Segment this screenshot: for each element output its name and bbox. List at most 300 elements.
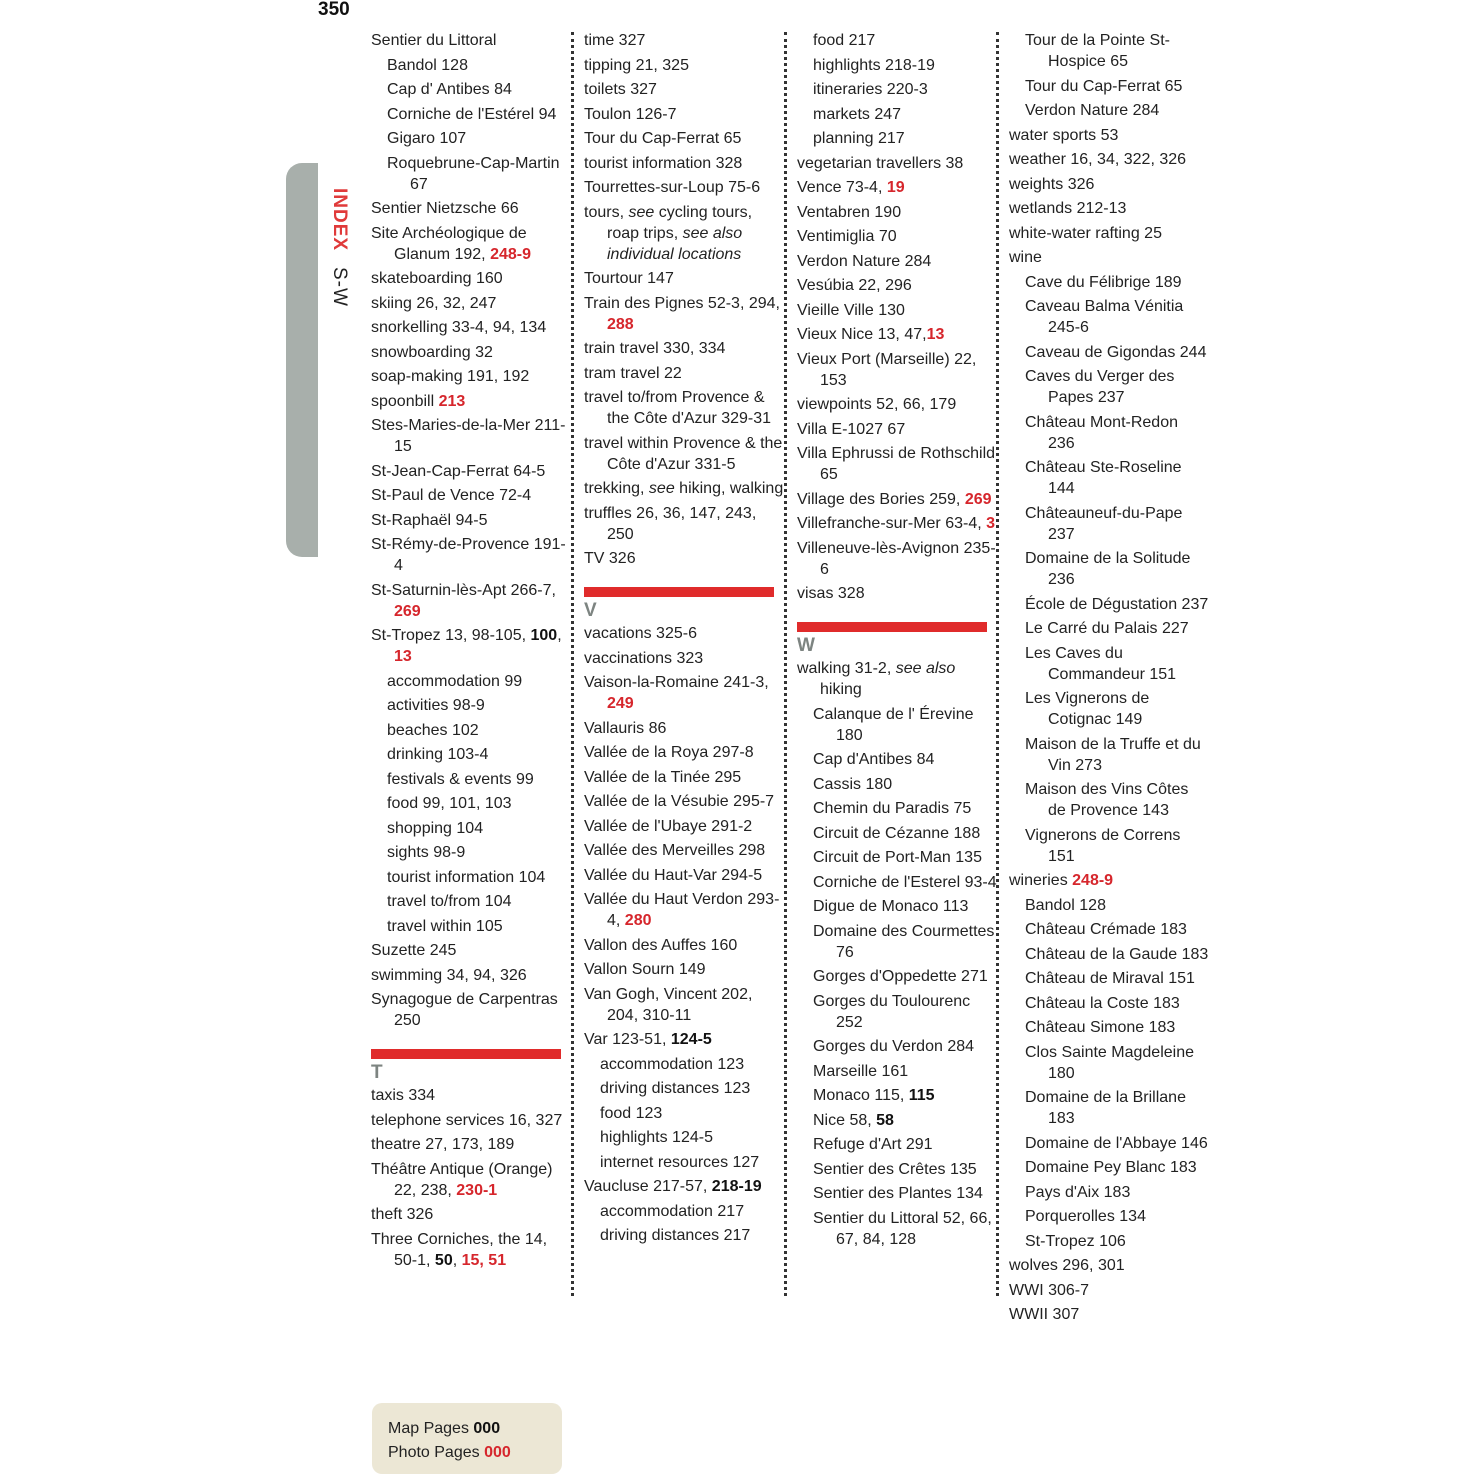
index-entry xyxy=(797,349,997,391)
index-entry xyxy=(797,275,997,296)
index-entry xyxy=(371,940,571,961)
index-entry xyxy=(371,1134,571,1155)
entry-text: Pays d'Aix 183 xyxy=(1025,1183,1131,1201)
entry-text: accommodation 123 xyxy=(600,1055,745,1073)
entry-text: Le Carré du Palais 227 xyxy=(1025,620,1189,637)
index-subentry xyxy=(371,818,571,839)
index-subentry xyxy=(371,104,571,125)
entry-text: taxis 334 xyxy=(371,1087,436,1104)
index-subentry xyxy=(1009,548,1209,590)
index-entry xyxy=(584,387,784,429)
entry-text: Domaine des Courmettes 76 xyxy=(813,922,995,961)
index-entry xyxy=(584,648,784,669)
index-subentry xyxy=(797,128,997,149)
index-subentry xyxy=(797,1085,997,1106)
column-divider xyxy=(996,32,999,1296)
entry-text: highlights 218-19 xyxy=(813,56,935,74)
entry-text: Vallon des Auffes 160 xyxy=(584,936,738,954)
index-entry xyxy=(371,415,571,457)
map-page-ref: 115 xyxy=(908,1087,935,1104)
entry-text: Sentier Nietzsche 66 xyxy=(371,200,519,217)
index-entry xyxy=(584,718,784,739)
index-subentry xyxy=(797,79,997,100)
entry-text: walking 31-2, xyxy=(797,660,896,677)
entry-text: Gorges du Toulourenc 252 xyxy=(813,992,971,1031)
entry-text: Train des Pignes 52-3, 294, xyxy=(584,294,780,312)
entry-text: Marseille 161 xyxy=(813,1062,909,1080)
index-subentry xyxy=(797,1036,997,1057)
entry-text: Vieille Ville 130 xyxy=(797,301,905,319)
index-subentry xyxy=(797,104,997,125)
entry-text: hiking, walking xyxy=(674,480,784,497)
index-entry xyxy=(371,198,571,219)
index-entry xyxy=(584,889,784,931)
index-subentry xyxy=(371,891,571,912)
entry-text: white-water rafting 25 xyxy=(1009,224,1162,242)
entry-text: wine xyxy=(1009,249,1042,266)
index-subentry xyxy=(797,966,997,987)
index-entry xyxy=(1009,149,1209,170)
entry-text: Village des Bories 259, xyxy=(797,490,965,508)
entry-text: Vallée de la Tinée 295 xyxy=(584,768,742,786)
index-entry xyxy=(797,202,997,223)
index-entry xyxy=(797,658,997,700)
index-subentry xyxy=(371,867,571,888)
photo-page-ref: 13 xyxy=(394,648,412,665)
index-subentry xyxy=(1009,100,1209,121)
entry-text: water sports 53 xyxy=(1009,126,1119,144)
entry-text: Tourtour 147 xyxy=(584,270,674,287)
entry-text: Château la Coste 183 xyxy=(1025,994,1180,1012)
index-subentry xyxy=(1009,1182,1209,1203)
entry-text: Villefranche-sur-Mer 63-4, xyxy=(797,515,987,532)
entry-text: Refuge d'Art 291 xyxy=(813,1136,933,1153)
index-entry xyxy=(584,548,784,569)
entry-text: Nice 58, xyxy=(813,1111,877,1129)
index-subentry xyxy=(1009,412,1209,454)
entry-text: tours, xyxy=(584,203,629,221)
index-entry xyxy=(797,177,997,198)
entry-text: Ventimiglia 70 xyxy=(797,228,897,245)
map-page-ref: 58 xyxy=(876,1111,894,1129)
index-subentry xyxy=(371,769,571,790)
index-entry xyxy=(797,443,997,485)
index-subentry xyxy=(371,744,571,765)
entry-text: St-Saturnin-lès-Apt 266-7, xyxy=(371,581,556,599)
entry-text: Vesúbia 22, 296 xyxy=(797,277,912,294)
entry-text: tourist information 328 xyxy=(584,154,743,172)
entry-cross-reference: see xyxy=(628,203,655,221)
entry-text: WWI 306-7 xyxy=(1009,1281,1090,1299)
index-entry xyxy=(797,300,997,321)
index-subentry xyxy=(1009,457,1209,499)
index-entry xyxy=(1009,125,1209,146)
index-entry xyxy=(584,79,784,100)
index-column-3 xyxy=(797,30,997,1253)
entry-text: visas 328 xyxy=(797,585,865,602)
index-entry xyxy=(797,153,997,174)
index-subentry xyxy=(584,1078,784,1099)
entry-text: Synagogue de Carpentras 250 xyxy=(371,991,558,1029)
index-entry xyxy=(797,226,997,247)
legend-map-value: 000 xyxy=(473,1420,501,1437)
map-page-ref: 50 xyxy=(434,1251,453,1269)
index-subentry xyxy=(797,1110,997,1131)
entry-text: Tour du Cap-Ferrat 65 xyxy=(584,130,742,147)
index-entry xyxy=(584,742,784,763)
index-entry xyxy=(584,1029,784,1050)
entry-text: Gorges d'Oppedette 271 xyxy=(813,968,988,985)
index-subentry xyxy=(797,847,997,868)
section-divider-bar xyxy=(371,1049,561,1059)
entry-text: Bandol 128 xyxy=(1025,896,1106,914)
entry-text: vacations 325-6 xyxy=(584,625,697,642)
index-subentry xyxy=(371,720,571,741)
entry-text: Domaine de la Brillane 183 xyxy=(1025,1089,1186,1127)
entry-text: weather 16, 34, 322, 326 xyxy=(1009,151,1187,168)
photo-page-ref: 269 xyxy=(964,490,992,508)
photo-page-ref: 213 xyxy=(438,392,466,410)
index-entry xyxy=(584,1176,784,1197)
index-entry xyxy=(371,510,571,531)
entry-text: festivals & events 99 xyxy=(387,770,534,788)
entry-text: tourist information 104 xyxy=(387,868,546,886)
index-subentry xyxy=(797,991,997,1033)
entry-text: Gorges du Verdon 284 xyxy=(813,1038,975,1055)
index-subentry xyxy=(797,1208,997,1250)
index-entry xyxy=(797,489,997,510)
entry-text: driving distances 217 xyxy=(600,1227,751,1244)
entry-text: trekking, xyxy=(584,480,649,497)
index-subentry xyxy=(797,896,997,917)
entry-text: Cassis 180 xyxy=(813,775,893,793)
legend-map-label: Map Pages xyxy=(388,1420,474,1437)
index-entry xyxy=(371,534,571,576)
index-subentry xyxy=(797,704,997,746)
index-entry xyxy=(584,293,784,335)
entry-text: Tour de la Pointe St-Hospice 65 xyxy=(1025,32,1170,70)
index-entry xyxy=(371,1110,571,1131)
entry-text: Site Archéologique de Glanum 192, xyxy=(371,224,527,263)
entry-text: Maison des Vins Côtes de Provence 143 xyxy=(1025,781,1189,819)
index-entry xyxy=(371,366,571,387)
index-subentry xyxy=(1009,968,1209,989)
entry-text: Vaucluse 217-57, xyxy=(584,1178,712,1195)
index-entry xyxy=(371,1204,571,1225)
entry-text: Château Ste-Roseline 144 xyxy=(1025,459,1182,497)
entry-cross-reference: see xyxy=(648,480,675,497)
entry-text: Villeneuve-lès-Avignon 235-6 xyxy=(797,539,996,578)
entry-text: Vieux Port (Marseille) 22, 153 xyxy=(797,350,977,389)
index-subentry xyxy=(1009,296,1209,338)
entry-text: swimming 34, 94, 326 xyxy=(371,966,527,984)
entry-text: Caveau Balma Vénitia 245-6 xyxy=(1025,298,1184,336)
entry-text: vaccinations 323 xyxy=(584,649,704,667)
photo-page-ref: 3 xyxy=(986,515,996,532)
column-divider xyxy=(571,32,574,1296)
entry-text: Vallon Sourn 149 xyxy=(584,961,706,978)
index-entry xyxy=(584,791,784,812)
index-subentry xyxy=(584,1152,784,1173)
entry-text: Domaine Pey Blanc 183 xyxy=(1025,1159,1197,1176)
section-letter: T xyxy=(371,1062,383,1083)
index-subentry xyxy=(1009,594,1209,615)
entry-text: Vallée de la Roya 297-8 xyxy=(584,744,754,761)
index-entry xyxy=(584,865,784,886)
entry-text: Clos Sainte Magdeleine 180 xyxy=(1025,1043,1194,1082)
index-subentry xyxy=(1009,919,1209,940)
entry-text: travel to/from Provence & the Côte d'Azur 329-31 xyxy=(584,389,772,427)
entry-text: Château Simone 183 xyxy=(1025,1019,1176,1036)
index-entry xyxy=(584,984,784,1026)
index-subentry xyxy=(797,798,997,819)
index-tab-range: S-W xyxy=(329,267,350,308)
index-entry xyxy=(1009,1280,1209,1301)
index-entry xyxy=(1009,174,1209,195)
entry-text: wolves 296, 301 xyxy=(1009,1257,1125,1274)
entry-text: St-Paul de Vence 72-4 xyxy=(371,487,532,504)
entry-text: Roquebrune-Cap-Martin 67 xyxy=(387,154,560,193)
index-subentry xyxy=(1009,1087,1209,1129)
entry-text: weights 326 xyxy=(1009,175,1095,193)
entry-text: wetlands 212-13 xyxy=(1009,200,1127,217)
entry-text: Château Mont-Redon 236 xyxy=(1025,413,1178,452)
index-entry xyxy=(797,394,997,415)
index-subentry xyxy=(1009,643,1209,685)
index-subentry xyxy=(1009,1206,1209,1227)
index-entry xyxy=(1009,198,1209,219)
entry-text: Monaco 115, xyxy=(813,1087,909,1104)
map-page-ref: 124-5 xyxy=(670,1031,712,1048)
map-page-ref: 100 xyxy=(530,627,558,644)
entry-text: Sentier des Crêtes 135 xyxy=(813,1160,977,1178)
entry-text: St-Raphaël 94-5 xyxy=(371,511,488,529)
index-entry xyxy=(584,268,784,289)
entry-text: snowboarding 32 xyxy=(371,343,493,361)
column-divider xyxy=(784,32,787,1296)
index-subentry xyxy=(1009,1042,1209,1084)
index-subentry xyxy=(1009,503,1209,545)
entry-text: St-Tropez 106 xyxy=(1025,1232,1126,1250)
index-subentry xyxy=(797,872,997,893)
entry-text: Suzette 245 xyxy=(371,942,457,959)
index-entry xyxy=(371,625,571,667)
entry-text: Sentier du Littoral xyxy=(371,32,497,49)
index-entry xyxy=(584,153,784,174)
index-entry xyxy=(584,840,784,861)
index-entry xyxy=(797,538,997,580)
index-entry xyxy=(1009,223,1209,244)
index-subentry xyxy=(1009,1133,1209,1154)
entry-text: Sentier des Plantes 134 xyxy=(813,1185,983,1202)
index-entry xyxy=(584,623,784,644)
entry-text: Domaine de l'Abbaye 146 xyxy=(1025,1134,1208,1152)
entry-text: Toulon 126-7 xyxy=(584,105,677,123)
index-entry xyxy=(584,338,784,359)
entry-text: soap-making 191, 192 xyxy=(371,368,530,385)
index-subentry xyxy=(371,153,571,195)
index-entry xyxy=(584,935,784,956)
index-subentry xyxy=(584,1201,784,1222)
index-entry xyxy=(584,363,784,384)
index-entry xyxy=(584,672,784,714)
index-column-2 xyxy=(584,30,784,1250)
entry-text: highlights 124-5 xyxy=(600,1129,713,1146)
entry-text: Van Gogh, Vincent 202, 204, 310-11 xyxy=(584,985,753,1024)
index-subentry xyxy=(584,1127,784,1148)
index-subentry xyxy=(584,1225,784,1246)
photo-page-ref: 288 xyxy=(607,315,634,333)
entry-text: Vallée du Haut-Var 294-5 xyxy=(584,866,763,884)
index-subentry xyxy=(1009,734,1209,776)
index-entry xyxy=(584,202,784,265)
entry-text: theft 326 xyxy=(371,1206,434,1223)
entry-text: toilets 327 xyxy=(584,81,657,98)
index-entry xyxy=(371,580,571,622)
photo-page-ref: 248-9 xyxy=(490,245,531,263)
entry-text: planning 217 xyxy=(813,130,905,147)
index-entry xyxy=(584,767,784,788)
section-letter: W xyxy=(797,635,815,656)
index-subentry xyxy=(1009,993,1209,1014)
entry-text: Verdon Nature 284 xyxy=(1025,102,1160,119)
index-entry xyxy=(371,391,571,412)
index-entry xyxy=(1009,247,1209,268)
index-column-1 xyxy=(371,30,571,1274)
index-subentry xyxy=(1009,688,1209,730)
index-entry xyxy=(371,268,571,289)
entry-text: St-Jean-Cap-Ferrat 64-5 xyxy=(371,462,546,480)
page-number: 350 xyxy=(318,0,350,20)
photo-page-ref: 248-9 xyxy=(1072,872,1114,889)
photo-page-ref: 13 xyxy=(926,326,945,343)
legend-photo-value: 000 xyxy=(484,1444,511,1461)
page-legend-box xyxy=(372,1403,562,1474)
entry-text: Caves du Verger des Papes 237 xyxy=(1025,368,1175,406)
index-entry xyxy=(371,461,571,482)
photo-page-ref: 249 xyxy=(607,695,634,712)
index-entry xyxy=(584,104,784,125)
entry-text: Villa E-1027 67 xyxy=(797,420,906,438)
entry-text: École de Dégustation 237 xyxy=(1025,595,1209,613)
index-entry xyxy=(584,816,784,837)
index-subentry xyxy=(797,1134,997,1155)
index-entry xyxy=(1009,870,1209,891)
photo-page-ref: 19 xyxy=(886,179,905,196)
entry-text: time 327 xyxy=(584,32,646,49)
index-subentry xyxy=(371,671,571,692)
index-subentry xyxy=(797,1159,997,1180)
index-entry xyxy=(584,30,784,51)
entry-text: St-Rémy-de-Provence 191-4 xyxy=(371,536,566,574)
entry-text: drinking 103-4 xyxy=(387,746,489,763)
entry-text: Bandol 128 xyxy=(387,56,468,74)
entry-text: Châteauneuf-du-Pape 237 xyxy=(1025,504,1183,543)
entry-text: Stes-Maries-de-la-Mer 211-15 xyxy=(371,417,566,455)
entry-text: hiking xyxy=(820,681,862,698)
entry-text: accommodation 99 xyxy=(387,672,523,690)
index-entry xyxy=(371,342,571,363)
entry-text: Château Crémade 183 xyxy=(1025,921,1187,938)
index-entry xyxy=(797,324,997,345)
entry-text: Vallauris 86 xyxy=(584,719,667,737)
index-subentry xyxy=(797,823,997,844)
entry-separator: , xyxy=(557,627,562,644)
index-entry xyxy=(371,965,571,986)
entry-text: markets 247 xyxy=(813,105,902,123)
index-entry xyxy=(797,419,997,440)
index-subentry xyxy=(797,1183,997,1204)
entry-text: cycling tours, roap trips, xyxy=(607,203,753,242)
index-entry xyxy=(797,251,997,272)
entry-text: Vaison-la-Romaine 241-3, xyxy=(584,674,769,691)
entry-text: travel within Provence & the Côte d'Azur 331-5 xyxy=(584,434,783,473)
entry-text: Tourrettes-sur-Loup 75-6 xyxy=(584,179,761,196)
entry-text: Tour du Cap-Ferrat 65 xyxy=(1025,77,1183,95)
entry-text: train travel 330, 334 xyxy=(584,340,726,357)
index-subentry xyxy=(797,30,997,51)
index-entry xyxy=(1009,1304,1209,1325)
entry-text: Vallée du Haut Verdon 293-4, xyxy=(584,891,780,929)
index-entry xyxy=(371,317,571,338)
entry-text: itineraries 220-3 xyxy=(813,81,928,98)
entry-text: St-Tropez 13, 98-105, xyxy=(371,627,531,644)
index-subentry xyxy=(1009,366,1209,408)
index-entry xyxy=(1009,1255,1209,1276)
section-letter: V xyxy=(584,600,597,621)
index-subentry xyxy=(797,1061,997,1082)
entry-cross-reference: see also individual locations xyxy=(607,224,743,263)
entry-text: tram travel 22 xyxy=(584,364,682,382)
index-entry xyxy=(371,485,571,506)
entry-text: Porquerolles 134 xyxy=(1025,1208,1146,1225)
entry-text: travel within 105 xyxy=(387,917,503,935)
section-divider-bar xyxy=(797,622,987,632)
entry-text: Cave du Félibrige 189 xyxy=(1025,273,1182,291)
index-column-4 xyxy=(1009,30,1209,1329)
entry-text: viewpoints 52, 66, 179 xyxy=(797,396,957,413)
entry-text: food 217 xyxy=(813,32,876,49)
entry-text: truffles 26, 36, 147, 243, 250 xyxy=(584,504,757,543)
entry-cross-reference: see also xyxy=(895,660,956,677)
index-subentry xyxy=(1009,895,1209,916)
entry-text: Les Caves du Commandeur 151 xyxy=(1025,644,1177,683)
entry-text: internet resources 127 xyxy=(600,1153,760,1171)
entry-text: Château de Miraval 151 xyxy=(1025,970,1195,987)
index-subentry xyxy=(1009,779,1209,821)
entry-text: Gigaro 107 xyxy=(387,130,467,147)
entry-text: Calanque de l' Érevine 180 xyxy=(813,705,974,744)
index-subentry xyxy=(1009,1157,1209,1178)
index-subentry xyxy=(584,1103,784,1124)
entry-text: skateboarding 160 xyxy=(371,270,503,287)
entry-text: shopping 104 xyxy=(387,819,484,837)
entry-text: activities 98-9 xyxy=(387,697,485,714)
entry-text: Vallée des Merveilles 298 xyxy=(584,842,766,859)
index-entry xyxy=(584,503,784,545)
entry-text: telephone services 16, 327 xyxy=(371,1111,563,1129)
entry-text: Théâtre Antique (Orange) 22, 238, xyxy=(371,1160,553,1199)
index-entry xyxy=(371,1085,571,1106)
photo-page-ref: 269 xyxy=(394,602,421,620)
index-tab-word: INDEX xyxy=(329,188,350,252)
entry-separator: , xyxy=(452,1251,462,1269)
entry-text: Vieux Nice 13, 47, xyxy=(797,326,927,343)
entry-text: Three Corniches, the 14, 50-1, xyxy=(371,1230,548,1269)
index-subentry xyxy=(797,774,997,795)
entry-text: driving distances 123 xyxy=(600,1080,751,1097)
index-subentry xyxy=(371,55,571,76)
